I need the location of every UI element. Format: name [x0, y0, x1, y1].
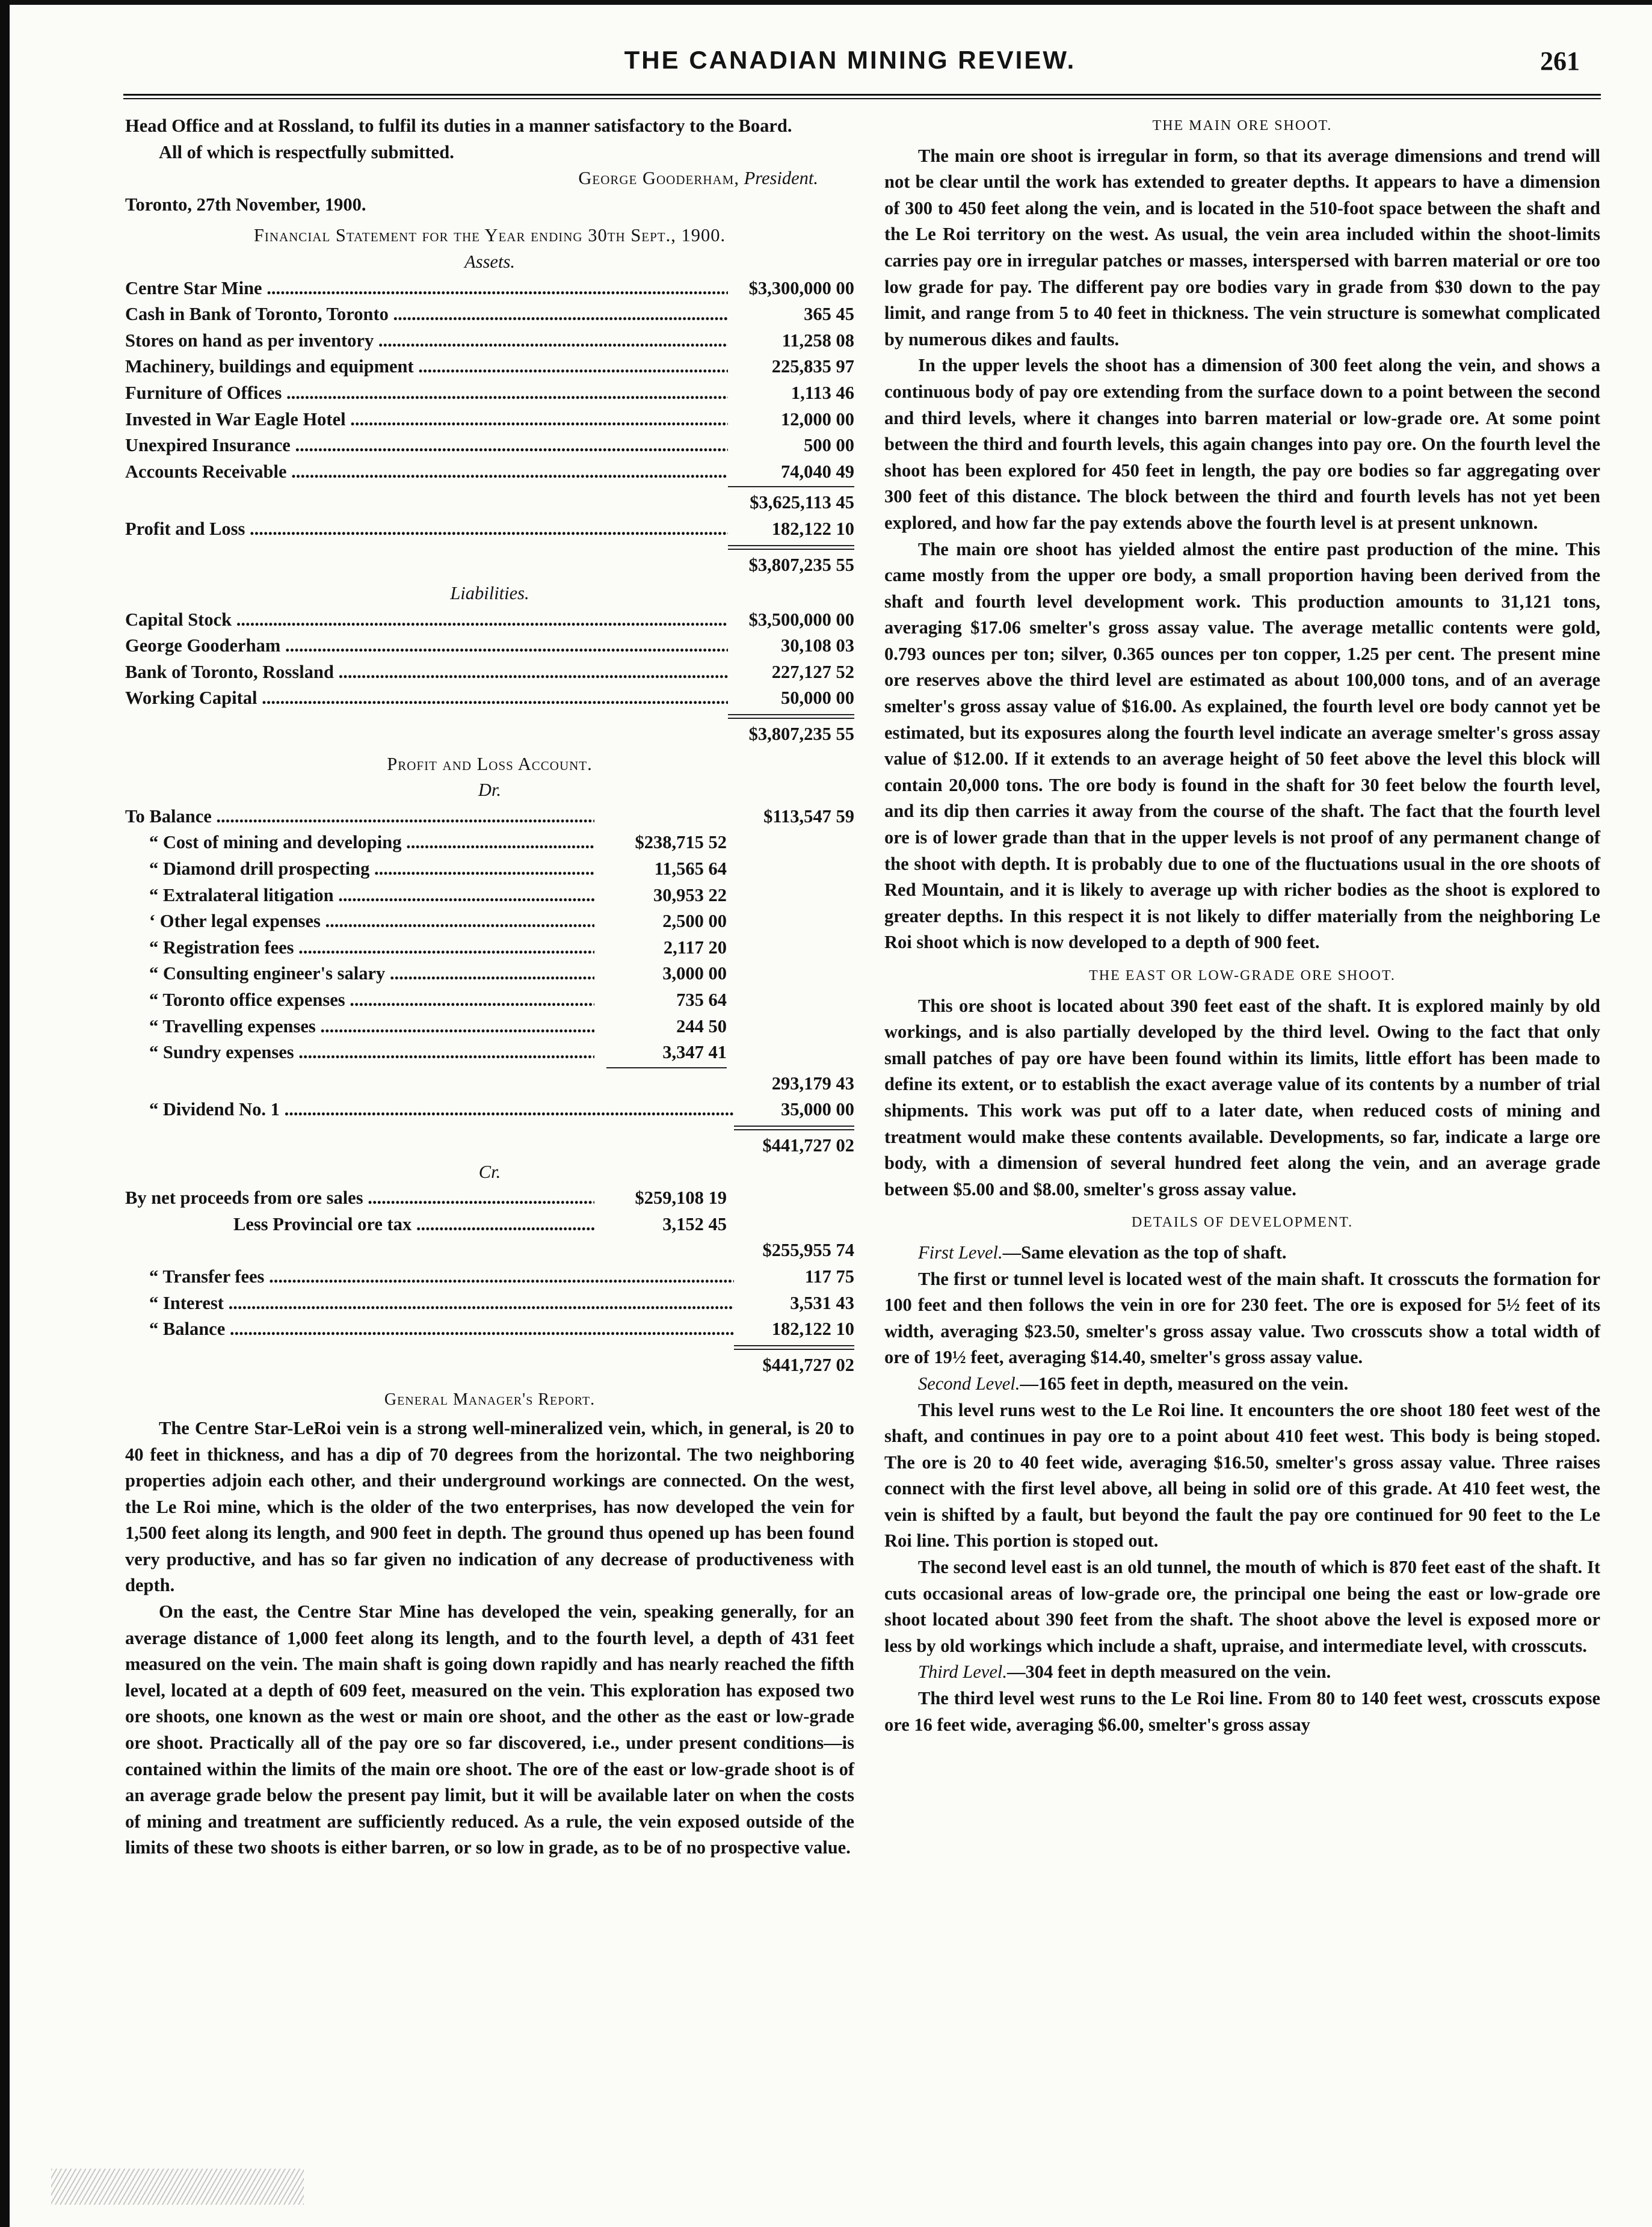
second-level-text: —165 feet in depth, measured on the vein. [1020, 1373, 1349, 1394]
row-label: Less Provincial ore tax ..... [125, 1212, 594, 1238]
page-number: 261 [1540, 46, 1580, 76]
place-date: Toronto, 27th November, 1900. [125, 194, 366, 215]
row-label: “ Consulting engineer's salary ..... [125, 961, 594, 987]
assets-total: $3,807,235 55 [748, 554, 854, 575]
debit-total: $441,727 02 [762, 1135, 854, 1156]
table-row [125, 856, 854, 882]
row-amount: $3,300,000 00 [748, 277, 854, 298]
row-label: George Gooderham ..... [125, 633, 728, 659]
table-row [125, 380, 854, 407]
assets-subtotal: $3,625,113 45 [750, 492, 854, 513]
subtotal-row [125, 1237, 854, 1264]
sum-rule [728, 486, 854, 487]
row-amount: 735 64 [676, 990, 727, 1010]
second-level-label: Second Level. [918, 1373, 1020, 1394]
row-amount: $238,715 52 [635, 832, 727, 853]
table-row [125, 908, 854, 935]
table-row [125, 301, 854, 328]
row-amount: 74,040 49 [781, 461, 854, 482]
total-rule [728, 545, 854, 550]
gm-paragraph: On the east, the Centre Star Mine has developed the vein, speaking generally, for an average distance of 1,000 feet along its length, and to the fourth level, a depth of 431 feet measured on the vein. The main shaft is going down rapidly and has nearly reached the fifth level, located at a depth of 609 feet, measured on the vein. This exploration has exposed two ore shoots, one known as the west or main ore shoot, and the other as the east or low-grade ore shoot. Practically all of the pay ore so far discovered, i.e., under present conditions—is contained within the limits of the main ore shoot. The ore of the east or low-grade shoot is of an average grade below the present pay limit, but it will be available later on when the costs of mining and treatment are sufficiently reduced. As a rule, the vein exposed outside of the limits of these two shoots is either barren, or so low in grade, as to be of no prospective value. [125, 1601, 854, 1858]
row-amount: $3,500,000 00 [748, 609, 854, 630]
row-label: By net proceeds from ore sales ..... [125, 1185, 594, 1212]
intro-paragraph: Head Office and at Rossland, to fulfil its duties in a manner satisfactory to the Board. [125, 116, 792, 136]
credit-net: $255,955 74 [762, 1240, 854, 1261]
table-row [125, 607, 854, 633]
east-ore-shoot-heading: THE EAST OR LOW-GRADE ORE SHOOT. [1089, 968, 1396, 984]
table-row [125, 633, 854, 659]
row-amount: 3,347 41 [662, 1042, 727, 1063]
row-label: “ Travelling expenses ..... [125, 1014, 594, 1040]
signer-title: President. [744, 168, 818, 189]
signer-name: George Gooderham, [578, 168, 739, 189]
row-label: “ Cost of mining and developing ..... [125, 830, 594, 856]
total-rule [734, 1345, 854, 1350]
row-label: Accounts Receivable ..... [125, 459, 728, 485]
credit-heading: Cr. [478, 1161, 501, 1182]
row-amount: 50,000 00 [781, 688, 854, 709]
third-level-label: Third Level. [918, 1662, 1007, 1683]
journal-title: THE CANADIAN MINING REVIEW. [624, 46, 1076, 74]
table-row [125, 1097, 854, 1123]
third-level-line [884, 1659, 1600, 1686]
submitted-line: All of which is respectfully submitted. [159, 141, 454, 162]
body-paragraph: The main ore shoot is irregular in form, so that its average dimensions and trend will not be clear until the work has extended to greater depths. It appears to have a dimension of 300 to 450 feet along the vein, and is located in the 510-foot space between the shaft and the Le Roi territory on the west. As usual, the vein area included within the shoot-limits carries pay ore in irregular patches or masses, interspersed with barren material or ore too low grade for pay. The different pay ore bodies vary in grade from $30 down to the pay limit, and range from 5 to 40 feet in thickness. The vein structure is somewhat complicated by numerous dikes and faults. [884, 145, 1600, 350]
row-label: ‘ Other legal expenses ..... [125, 908, 594, 935]
credit-total: $441,727 02 [762, 1354, 854, 1375]
subtotal-row [125, 1071, 854, 1097]
body-paragraph: In the upper levels the shoot has a dimension of 300 feet along the vein, and shows a continuous body of pay ore extending from the surface down to a point between the second and third levels, where it changes into barren material or low-grade ore. At some point between the third and fourth levels, this again changes into pay ore. On the fourth level the shoot has been explored for 450 feet in length, the pay ore bodies so far aggregating over 300 feet of this distance. The block between the third and fourth levels has not yet been explored, and how far the pay extends above the fourth level is at present unknown. [884, 355, 1600, 533]
row-total: 117 75 [804, 1266, 854, 1287]
main-ore-shoot-heading: THE MAIN ORE SHOOT. [1152, 118, 1333, 134]
row-amount: 30,108 03 [781, 635, 854, 656]
row-amount: 11,258 08 [781, 330, 854, 351]
row-label: Profit and Loss ..... [125, 516, 728, 543]
body-paragraph: The second level east is an old tunnel, the mouth of which is 870 feet east of the shaft. It cuts occasional areas of low-grade ore, the principal one being the east or low-grade ore shoot located about 390 feet from the shaft. The shoot above the level is exposed more or less by old workings which include a shaft, upraise, and intermediate level, with crosscuts. [884, 1557, 1600, 1656]
row-label: “ Interest ..... [125, 1290, 734, 1317]
development-heading: DETAILS OF DEVELOPMENT. [1131, 1215, 1354, 1231]
row-total: 3,531 43 [790, 1292, 854, 1313]
debit-heading: Dr. [478, 780, 502, 801]
row-amount: 3,000 00 [662, 963, 727, 984]
row-label: Furniture of Offices ..... [125, 380, 728, 407]
table-row [125, 987, 854, 1014]
row-amount: 365 45 [804, 304, 854, 325]
table-row [125, 1014, 854, 1040]
row-label: Cash in Bank of Toronto, Toronto ..... [125, 301, 728, 328]
total-row [125, 721, 854, 748]
header-rule [123, 94, 1601, 99]
row-amount: 30,953 22 [653, 884, 727, 905]
row-amount: 500 00 [804, 435, 854, 456]
table-row [125, 685, 854, 712]
row-label: “ Sundry expenses ..... [125, 1040, 594, 1066]
left-margin-bar [0, 0, 10, 2227]
profit-loss-title: Profit and Loss Account. [387, 753, 593, 774]
table-row [125, 433, 854, 459]
table-row [125, 804, 854, 830]
table-row [125, 1040, 854, 1066]
table-row [125, 328, 854, 354]
table-row [125, 1290, 854, 1317]
debit-subtotal: 293,179 43 [771, 1073, 854, 1094]
row-label: “ Transfer fees ..... [125, 1264, 734, 1290]
body-paragraph: The first or tunnel level is located west of the main shaft. It crosscuts the formation for 100 feet and then follows the vein in ore for 230 feet. The ore is exposed for 5½ feet of its width, averaging $23.50, smelter's gross assay value. Two crosscuts show a total width of ore of 19½ feet, averaging $14.40, smelter's gross assay value. [884, 1268, 1600, 1368]
row-amount: 1,113 46 [791, 382, 854, 403]
row-label: “ Diamond drill prospecting ..... [125, 856, 594, 882]
body-paragraph: This level runs west to the Le Roi line. It encounters the ore shoot 180 feet west of the shaft, and continues in pay ore to a point about 410 feet west. This body is being stoped. The ore is 20 to 40 feet wide, averaging $16.50, smelter's gross assay value. Three raises connect with the first level above, all being in solid ore of this grade. At 410 feet west, the vein is shifted by a fault, but beyond the fault the pay ore continued for 90 feet to the Le Roi line. This portion is stoped out. [884, 1399, 1600, 1551]
profit-loss-table [125, 804, 854, 1378]
subtotal-row [125, 490, 854, 516]
row-label: Invested in War Eagle Hotel ..... [125, 407, 728, 433]
row-label: Stores on hand as per inventory ..... [125, 328, 728, 354]
table-row [125, 516, 854, 543]
row-label: “ Dividend No. 1 ..... [125, 1097, 734, 1123]
row-label: Unexpired Insurance ..... [125, 433, 728, 459]
assets-heading: Assets. [464, 251, 515, 272]
total-rule [734, 1126, 854, 1130]
row-label: “ Registration fees ..... [125, 935, 594, 961]
row-total: 182,122 10 [771, 1319, 854, 1340]
table-row [125, 935, 854, 961]
row-amount: 2,500 00 [662, 911, 727, 932]
table-row [125, 659, 854, 686]
row-label: Bank of Toronto, Rossland ..... [125, 659, 728, 686]
gm-paragraph: The Centre Star-LeRoi vein is a strong well-mineralized vein, which, in general, is 20 to 40 feet in thickness, and has a dip of 70 degrees from the horizontal. The two neighboring properties adjoin each other, and their underground workings are connected. On the west, the Le Roi mine, which is the older of the two enterprises, has now developed the vein for 1,500 feet along its length, and 900 feet in depth. The ground thus opened up has been found very productive, and has so far given no indication of any decrease of productiveness with depth. [125, 1417, 854, 1596]
table-row [125, 1264, 854, 1290]
left-column [125, 113, 854, 1861]
page-header [96, 46, 1604, 88]
row-label: Capital Stock ..... [125, 607, 728, 633]
row-label: “ Toronto office expenses ..... [125, 987, 594, 1014]
row-amount: 227,127 52 [771, 661, 854, 682]
liabilities-heading: Liabilities. [450, 583, 529, 604]
body-paragraph: The main ore shoot has yielded almost the entire past production of the mine. This came mostly from the upper ore body, a small proportion having been derived from the shaft and fourth level development work. This production amounts to 31,121 tons, averaging $17.06 smelter's gross assay value. The average metallic contents were gold, 0.793 ounces per ton; silver, 0.365 ounces per ton copper, 1.25 per cent. The present mine ore reserves above the third level are estimated as about 100,000 tons, and of an average smelter's gross assay value of $16.00. As explained, the fourth level ore body cannot yet be estimated, but its exposures along the fourth level indicate an average smelter's gross assay value of $12.00. If it extends to an average height of 50 feet above the level this block will contain 20,000 tons. The ore body is found in the shaft for 30 feet below the fourth level, and its dip then carries it away from the course of the shaft. The fact that the fourth level ore is of lower grade than that in the upper levels is not proof of any permanent change of the shoot with depth. It is probably due to one of the fluctuations usual in the ore shoots of Red Mountain, and it is likely to average up with richer bodies as the shoot is explored to greater depths. In this respect it is not likely to differ materially from the neighboring Le Roi shoot which is now developed to a depth of 900 feet. [884, 538, 1600, 953]
table-row [125, 1212, 854, 1238]
third-level-text: —304 feet in depth measured on the vein. [1006, 1662, 1331, 1683]
right-column [884, 113, 1600, 1738]
row-amount: 225,835 97 [771, 356, 854, 377]
sum-rule [606, 1067, 727, 1068]
table-row [125, 830, 854, 856]
row-amount: 3,152 45 [662, 1213, 727, 1234]
table-row [125, 882, 854, 909]
total-row [125, 552, 854, 579]
row-amount: 2,117 20 [663, 937, 727, 958]
row-amount: 182,122 10 [771, 518, 854, 539]
row-label: “ Extralateral litigation ..... [125, 882, 594, 909]
row-amount: $259,108 19 [635, 1187, 727, 1209]
total-row [125, 1352, 854, 1379]
row-label: “ Balance ..... [125, 1316, 734, 1343]
table-row [125, 354, 854, 380]
total-row [125, 1133, 854, 1159]
table-row [125, 1185, 854, 1212]
top-border [0, 0, 1652, 5]
row-label: Working Capital ..... [125, 685, 728, 712]
table-row [125, 1316, 854, 1343]
table-row [125, 407, 854, 433]
financial-statement-title: Financial Statement for the Year ending 30th Sept., 1900. [253, 225, 726, 246]
second-level-line [884, 1371, 1600, 1397]
assets-table [125, 276, 854, 579]
row-total: 35,000 00 [781, 1099, 854, 1120]
row-amount: 244 50 [676, 1015, 727, 1036]
signature-line [125, 165, 854, 192]
liabilities-total: $3,807,235 55 [748, 724, 854, 745]
gm-report-title: General Manager's Report. [384, 1390, 596, 1409]
table-row [125, 276, 854, 302]
row-label: Centre Star Mine ..... [125, 276, 728, 302]
first-level-label: First Level. [918, 1242, 1003, 1263]
table-row [125, 961, 854, 987]
table-row [125, 459, 854, 485]
first-level-text: —Same elevation as the top of shaft. [1002, 1242, 1287, 1263]
body-paragraph: This ore shoot is located about 390 feet east of the shaft. It is explored mainly by old workings, and is also partially developed by the third level. Owing to the fact that only small patches of pay ore have been found within its limits, little effort has been made to define its extent, or to establish the exact average value of its contents by a number of trial shipments. This work was put off to a later date, when reduced costs of mining and treatment would make these contents available. Developments, so far, indicate a large ore body, with a dimension of several hundred feet along the vein, and an average grade between $5.00 and $8.00, smelter's gross assay value. [884, 995, 1600, 1200]
row-amount: 11,565 64 [654, 858, 727, 879]
scan-artifact [51, 2169, 304, 2205]
liabilities-table [125, 607, 854, 748]
first-level-line [884, 1240, 1600, 1266]
row-label: Machinery, buildings and equipment ..... [125, 354, 728, 380]
total-rule [728, 714, 854, 719]
row-total: $113,547 59 [763, 805, 854, 827]
row-amount: 12,000 00 [781, 408, 854, 430]
body-paragraph: The third level west runs to the Le Roi line. From 80 to 140 feet west, crosscuts expose ore 16 feet wide, averaging $6.00, smelter's gross assay [884, 1688, 1600, 1735]
row-label: To Balance ..... [125, 804, 594, 830]
